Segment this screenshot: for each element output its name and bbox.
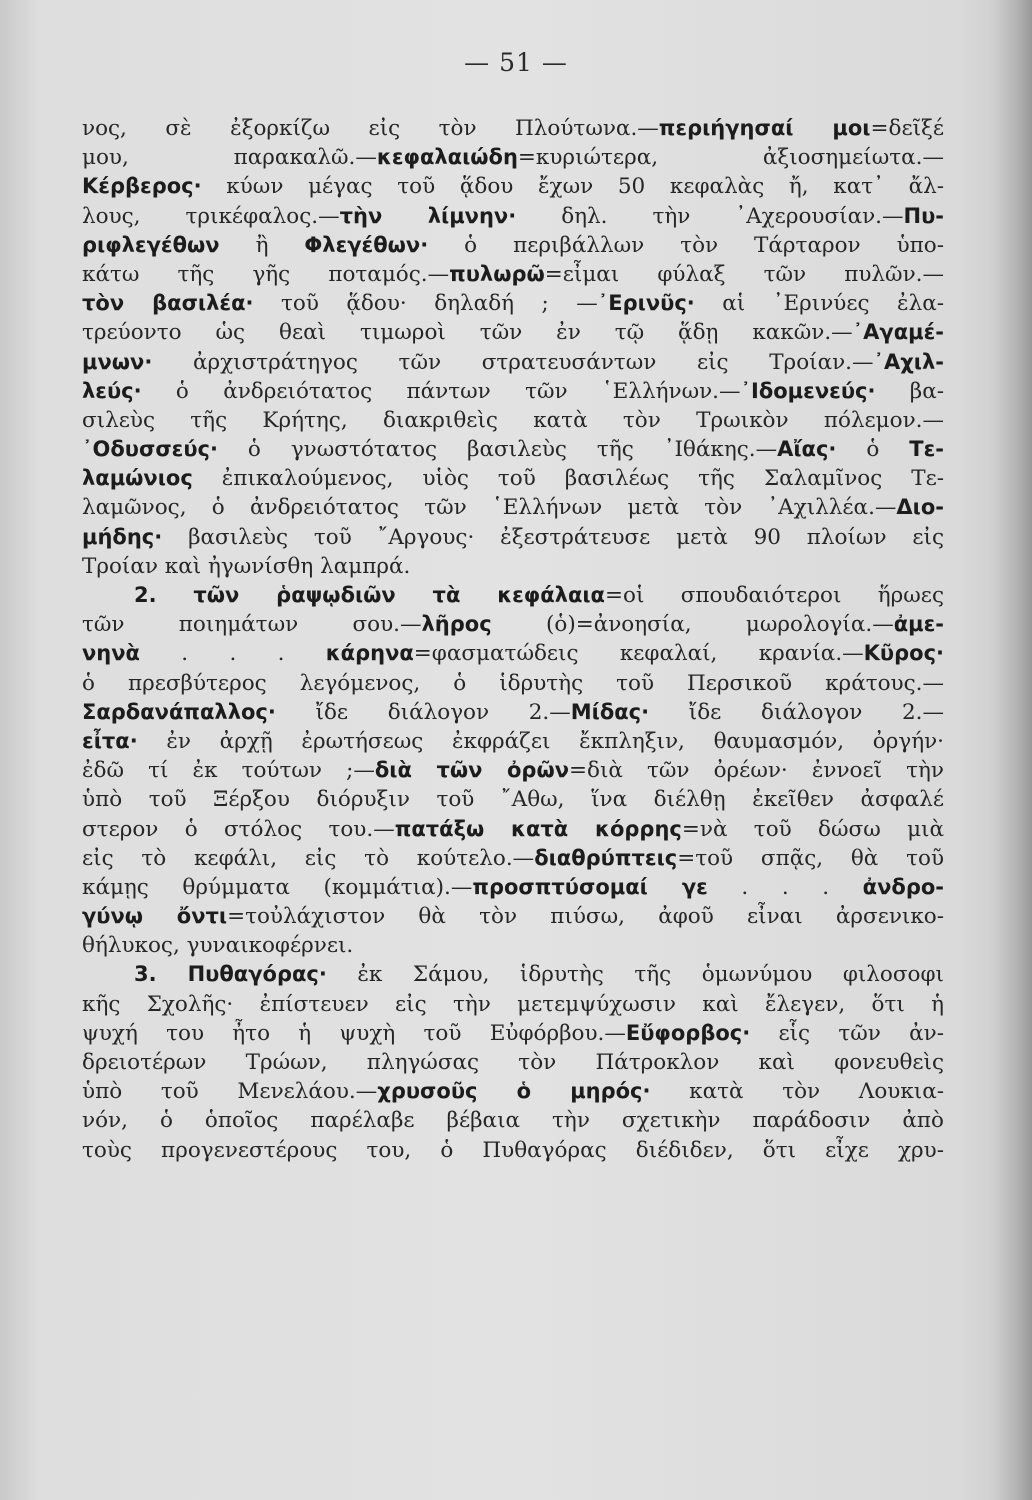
text-segment: ἐν ἀρχῇ ἐρωτήσεως ἐκφράζει ἔκπληξιν, θαυμασμόν, ὀργήν· [137,728,944,754]
bold-term: Μίδας· [570,699,650,724]
text-line [82,114,944,143]
text-segment: Τροίαν καὶ ἠγωνίσθη λαμπρά. [82,553,411,579]
text-line [82,348,944,377]
text-segment: ὁ περιβάλλων τὸν Τάρταρον ὑπο- [428,232,944,258]
text-segment: εἷς τῶν ἀν- [750,1020,944,1046]
text-segment: τοὺς προγενεστέρους του, ὁ Πυθαγόρας διέδιδεν, ὅτι εἶχε χρυ- [82,1137,944,1163]
page-spine-shadow [992,0,1032,1500]
text-segment: αἱ ᾿Ερινύες ἐλα- [694,291,944,317]
text-segment: ἴδε διάλογον 2.— [649,699,944,725]
text-segment: =διὰ τῶν ὀρέων· ἐννοεῖ τὴν [569,758,944,784]
text-segment: ψυχή του ἦτο ἡ ψυχὴ τοῦ Εὐφόρβου.— [82,1020,626,1046]
text-segment: τοῦ ᾅδου· δηλαδή ; — [253,291,598,317]
bold-term: διὰ τῶν ὀρῶν [374,758,569,783]
text-line [82,639,944,668]
bold-term: νηνὰ [82,641,140,666]
text-line [82,1019,944,1048]
text-line [82,493,944,522]
text-segment: ἀρχιστράτηγος τῶν στρατευσάντων εἰς Τροίαν.— [152,349,874,375]
bold-term: τὸν βασιλέα· [82,291,254,316]
bold-term: 3. Πυθαγόρας· [134,962,327,987]
text-segment: =οἱ σπουδαιότεροι ἥρωες [604,583,944,608]
text-segment: νος, σὲ ἐξορκίζω εἰς τὸν Πλούτωνα.— [82,116,659,141]
bold-term: Κέρβερος· [82,174,202,199]
text-line [82,435,944,464]
bold-term: ᾿Αγαμέ- [852,320,944,345]
text-line [82,523,944,552]
bold-term: μήδης· [82,524,163,549]
text-line [82,552,944,581]
bold-term: ριφλεγέθων [82,232,220,257]
text-line [82,202,944,231]
text-line [82,1106,944,1135]
text-segment: κάμῃς θρύμματα (κομμάτια).— [82,874,473,900]
text-segment: =φασματώδεις κεφαλαί, κρανία.— [413,641,864,667]
text-line [82,990,944,1019]
bold-term: Εὔφορβος· [625,1020,751,1045]
text-segment: δρειοτέρων Τρώων, πληγώσας τὸν Πάτροκλον καὶ φονευθεὶς [82,1050,944,1075]
bold-term: προσπτύσομαί γε [472,874,708,899]
bold-term: Πυ- [903,203,944,228]
bold-term: ᾿Ιδομενεύς· [740,378,876,403]
text-segment: (ὁ)=ἀνοησία, μωρολογία.— [491,612,894,638]
text-line [82,318,944,347]
text-line [82,231,944,260]
text-segment: βα- [875,378,944,404]
text-line [82,844,944,873]
text-line [82,727,944,756]
text-segment: βασιλεὺς τοῦ ῎Αργους· ἐξεστράτευσε μετὰ 90 πλοίων εἰς [162,524,944,550]
text-segment: θήλυκος, γυναικοφέρνει. [82,933,354,959]
bold-term: λῆρος [421,612,492,637]
text-segment: κατὰ τὸν Λουκια- [650,1079,944,1105]
bold-term: Αἴας· [777,437,837,462]
text-segment: τρεύοντο ὡς θεαὶ τιμωροὶ τῶν ἐν τῷ ᾅδῃ κακῶν.— [82,320,853,346]
text-line [82,960,944,989]
bold-term: λεύς· [82,378,142,403]
text-line [82,143,944,172]
text-segment: μου, παρακαλῶ.— [82,145,377,171]
text-segment: ὑπὸ τοῦ Ξέρξου διόρυξιν τοῦ ῎Αθω, ἵνα διέλθῃ ἐκεῖθεν ἀσφαλέ [82,787,944,813]
bold-term: Φλεγέθων· [304,232,429,257]
text-line [82,610,944,639]
bold-term: λαμώνιος [82,466,193,491]
text-segment: κύων μέγας τοῦ ᾅδου ἔχων 50 κεφαλὰς ἤ, κατ᾿ ἄλ- [201,174,944,200]
text-line [82,1048,944,1077]
text-segment: νόν, ὁ ὁποῖος παρέλαβε βέβαια τὴν σχετικὴν παράδοσιν ἀπὸ [82,1108,944,1134]
bold-term: γύνῳ ὄντι [82,904,228,929]
text-segment: ἢ [219,232,305,258]
text-segment: =νὰ τοῦ δώσω μιὰ [681,816,944,842]
bold-term: Κῦρος· [863,641,944,666]
bold-term: διαθρύπτεις [534,845,678,870]
text-line [82,815,944,844]
text-line [82,1077,944,1106]
text-segment: =τοὐλάχιστον θὰ τὸν πιύσω, ἀφοῦ εἶναι ἀρσενικο- [227,904,944,930]
text-segment: ὁ πρεσβύτερος λεγόμενος, ὁ ἱδρυτὴς τοῦ Περσικοῦ κράτους.— [82,670,944,696]
text-line [82,464,944,493]
text-segment: σιλεὺς τῆς Κρήτης, διακριθεὶς κατὰ τὸν Τρωικὸν πόλεμον.— [82,407,944,433]
text-line [82,260,944,289]
bold-term: κάρηνα [325,641,414,666]
bold-term: Διο- [896,495,944,520]
text-line [82,669,944,698]
bold-term: πατάξω κατὰ κόρρης [394,816,682,841]
bold-term: Σαρδανάπαλλος· [82,699,276,724]
text-segment: . . . [707,874,863,900]
text-segment: =εἶμαι φύλαξ τῶν πυλῶν.— [544,261,944,287]
text-segment: ὑπὸ τοῦ Μενελάου.— [82,1079,378,1105]
text-segment: ἐπικαλούμενος, υἱὸς τοῦ βασιλέως τῆς Σαλαμῖνος Τε- [192,466,944,492]
text-segment: τῶν ποιημάτων σου.— [82,612,422,638]
text-line [82,902,944,931]
bold-term: Τε- [909,437,944,462]
text-line [82,785,944,814]
text-line [82,406,944,435]
bold-term: περιήγησαί μοι [658,116,871,140]
text-line [82,756,944,785]
text-segment: ὁ [836,437,910,463]
body-text [82,114,944,1165]
bold-term: τὴν λίμνην· [339,203,517,228]
text-segment: ὁ ἀνδρειότατος πάντων τῶν ῾Ελλήνων.— [141,378,741,404]
text-line [82,1136,944,1165]
bold-term: ἀμε- [893,612,944,637]
text-segment: =κυριώτερα, ἀξιοσημείωτα.— [517,145,944,171]
text-line [82,873,944,902]
text-segment: ἐδῶ τί ἐκ τούτων ;— [82,758,375,784]
bold-term: 2. τῶν ῥαψῳδιῶν τὰ κεφάλαια [134,583,605,607]
text-line [82,698,944,727]
text-segment: =δεῖξέ [870,116,944,141]
text-segment: λαμῶνος, ὁ ἀνδρειότατος τῶν ῾Ελλήνων μετὰ τὸν ᾿Αχιλλέα.— [82,495,897,521]
text-line [82,931,944,960]
bold-term: ᾿Ερινῦς· [597,291,695,316]
bold-term: ᾿Οδυσσεύς· [82,437,218,462]
text-line [82,377,944,406]
text-segment: εἰς τὸ κεφάλι, εἰς τὸ κούτελο.— [82,845,535,871]
text-segment: κῆς Σχολῆς· ἐπίστευεν εἰς τὴν μετεμψύχωσιν καὶ ἔλεγεν, ὅτι ἡ [82,991,944,1017]
page-number: — 51 — [464,48,568,77]
text-line [82,581,944,610]
text-segment: ὁ γνωστότατος βασιλεὺς τῆς ᾿Ιθάκης.— [217,437,778,463]
text-segment: λους, τρικέφαλος.— [82,203,340,229]
bold-term: μνων· [82,349,153,374]
bold-term: χρυσοῦς ὁ μηρός· [377,1079,651,1104]
bold-term: κεφαλαιώδη [376,145,518,170]
bold-term: ἀνδρο- [862,874,944,899]
text-line [82,289,944,318]
text-segment: =τοῦ σπᾷς, θὰ τοῦ [677,845,944,871]
bold-term: εἶτα· [82,728,138,753]
bold-term: πυλωρῶ [449,261,545,286]
text-segment: . . . [140,641,326,667]
text-segment: δηλ. τὴν ᾿Αχερουσίαν.— [516,203,904,229]
text-segment: κάτω τῆς γῆς ποταμός.— [82,261,450,287]
bold-term: ᾿Αχιλ- [873,349,944,374]
text-segment: ἴδε διάλογον 2.— [275,699,571,725]
text-line [82,172,944,201]
text-segment: ἐκ Σάμου, ἱδρυτὴς τῆς ὁμωνύμου φιλοσοφι [326,962,944,988]
text-segment: στερον ὁ στόλος του.— [82,816,395,842]
